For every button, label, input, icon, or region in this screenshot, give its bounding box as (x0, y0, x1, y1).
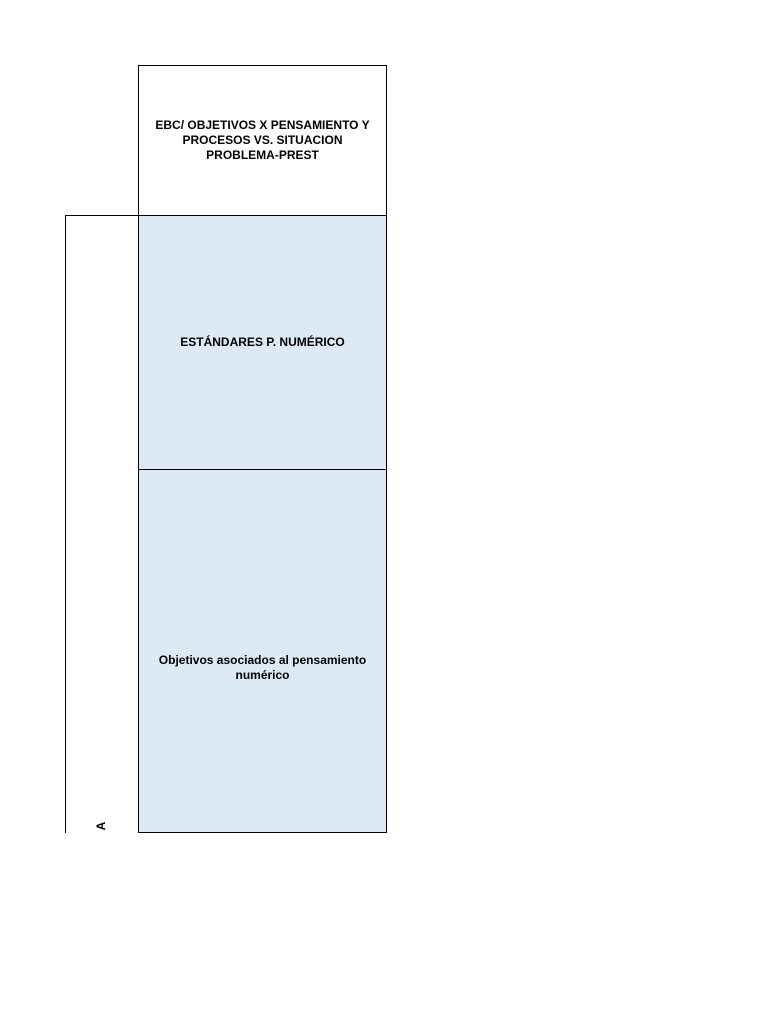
table-header-cell (139, 66, 386, 216)
rotated-side-label: A (94, 821, 108, 831)
curriculum-table (138, 65, 387, 833)
objectives-text: Objetivos asociados al pensamiento numérico (158, 653, 367, 682)
table-header-text: EBC/ OBJETIVOS X PENSAMIENTO Y PROCESOS VS. SITUACION PROBLEMA-PREST (155, 118, 370, 162)
standards-text: ESTÁNDARES P. NUMÉRICO (180, 335, 345, 349)
objectives-cell (139, 470, 386, 832)
left-column-frame (65, 215, 139, 833)
standards-cell (139, 216, 386, 470)
